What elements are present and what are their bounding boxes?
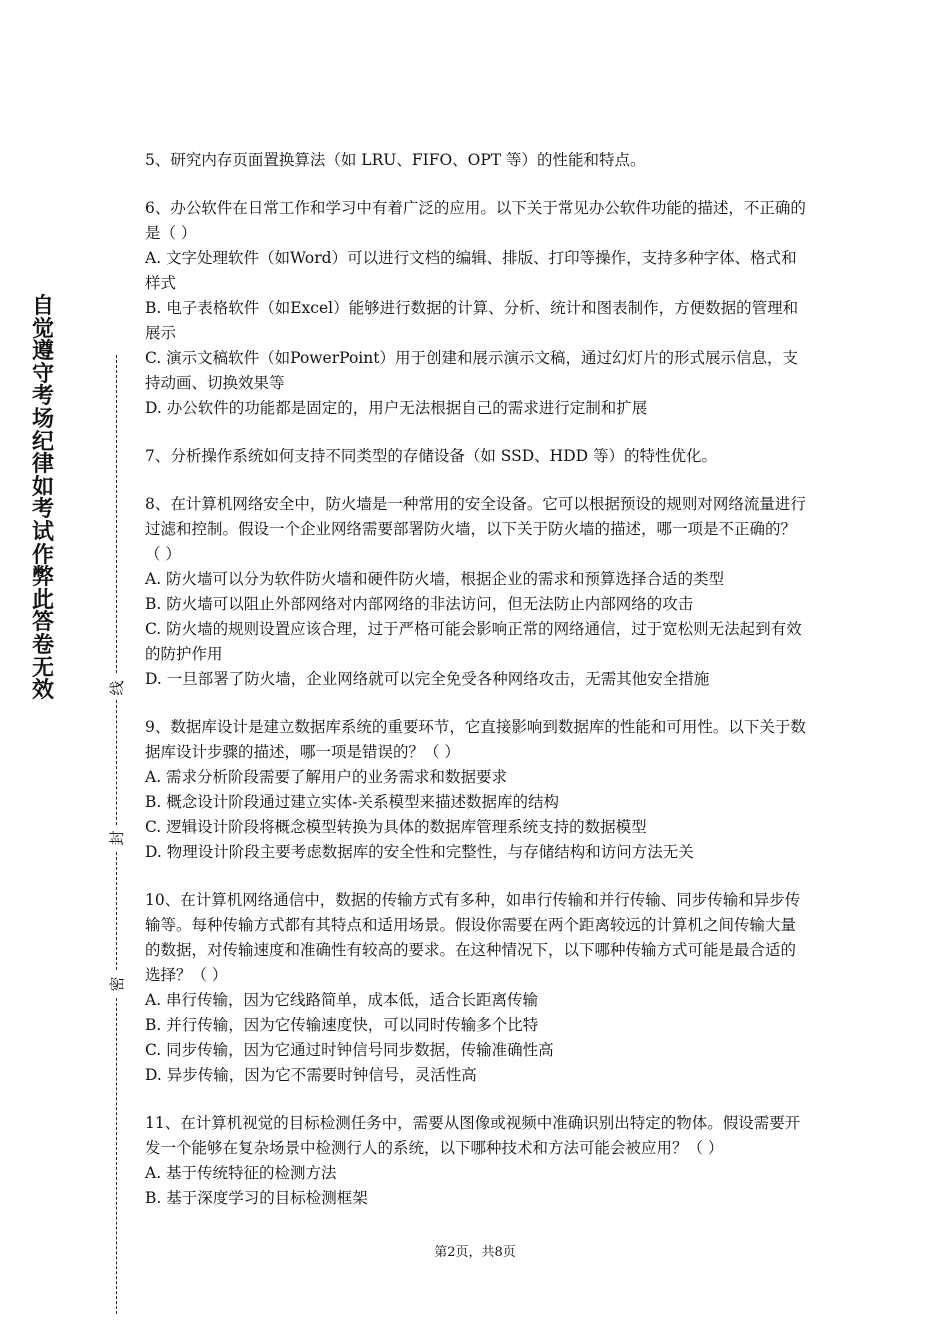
option-a: A. 文字处理软件（如Word）可以进行文档的编辑、排版、打印等操作，支持多种字体、格式和样式 <box>145 249 797 292</box>
option-c: C. 逻辑设计阶段将概念模型转换为具体的数据库管理系统支持的数据模型 <box>145 818 647 836</box>
option-b: B. 基于深度学习的目标检测框架 <box>145 1189 368 1207</box>
option-a: A. 串行传输，因为它线路简单，成本低，适合长距离传输 <box>145 991 539 1009</box>
option-d: D. 一旦部署了防火墙，企业网络就可以完全免受各种网络攻击，无需其他安全措施 <box>145 670 710 688</box>
option-c: C. 同步传输，因为它通过时钟信号同步数据，传输准确性高 <box>145 1041 554 1059</box>
page-number: 第2页，共8页 <box>434 1245 516 1260</box>
question-stem: 5、研究内存页面置换算法（如 LRU、FIFO、OPT 等）的性能和特点。 <box>145 151 646 169</box>
option-d: D. 异步传输，因为它不需要时钟信号，灵活性高 <box>145 1066 477 1084</box>
dash-segment <box>116 852 117 970</box>
exam-discipline-notice: 自觉遵守考场纪律如考试作弊此答卷无效 <box>31 294 54 704</box>
question-10 <box>145 888 810 1088</box>
question-6 <box>145 196 810 421</box>
option-d: D. 物理设计阶段主要考虑数据库的安全性和完整性，与存储结构和访问方法无关 <box>145 843 694 861</box>
question-8 <box>145 492 810 692</box>
question-stem: 8、在计算机网络安全中，防火墙是一种常用的安全设备。它可以根据预设的规则对网络流量进行过滤和控制。假设一个企业网络需要部署防火墙，以下关于防火墙的描述，哪一项是不正确的？（ ） <box>145 495 806 563</box>
binding-label-line: 线 <box>109 678 125 698</box>
option-c: C. 演示文稿软件（如PowerPoint）用于创建和展示演示文稿，通过幻灯片的形式展示信息，支持动画、切换效果等 <box>145 349 798 392</box>
option-b: B. 并行传输，因为它传输速度快，可以同时传输多个比特 <box>145 1016 539 1034</box>
option-b: B. 概念设计阶段通过建立实体-关系模型来描述数据库的结构 <box>145 793 559 811</box>
question-stem: 11、在计算机视觉的目标检测任务中，需要从图像或视频中准确识别出特定的物体。假设需要开发一个能够在复杂场景中检测行人的系统，以下哪种技术和方法可能会被应用？（ ） <box>145 1114 801 1157</box>
dash-segment <box>116 998 117 1314</box>
question-stem: 7、分析操作系统如何支持不同类型的存储设备（如 SSD、HDD 等）的特性优化。 <box>145 447 717 465</box>
question-11 <box>145 1111 810 1211</box>
question-9 <box>145 715 810 865</box>
option-b: B. 电子表格软件（如Excel）能够进行数据的计算、分析、统计和图表制作，方便数据的管理和展示 <box>145 299 799 342</box>
dash-segment <box>116 700 117 825</box>
option-a: A. 需求分析阶段需要了解用户的业务需求和数据要求 <box>145 768 508 786</box>
question-5 <box>145 148 810 173</box>
option-a: A. 基于传统特征的检测方法 <box>145 1164 337 1182</box>
option-c: C. 防火墙的规则设置应该合理，过于严格可能会影响正常的网络通信，过于宽松则无法起到有效的防护作用 <box>145 620 802 663</box>
option-a: A. 防火墙可以分为软件防火墙和硬件防火墙，根据企业的需求和预算选择合适的类型 <box>145 570 725 588</box>
option-d: D. 办公软件的功能都是固定的，用户无法根据自己的需求进行定制和扩展 <box>145 399 648 417</box>
question-stem: 10、在计算机网络通信中，数据的传输方式有多种，如串行传输和并行传输、同步传输和异步传输等。每种传输方式都有其特点和适用场景。假设你需要在两个距离较远的计算机之间传输大量的数据，对传输速度和准确性有较高的要求。在这种情况下，以下哪种传输方式可能是最合适的选择？（ ） <box>145 891 801 984</box>
question-stem: 9、数据库设计是建立数据库系统的重要环节，它直接影响到数据库的性能和可用性。以下关于数据库设计步骤的描述，哪一项是错误的？（ ） <box>145 718 806 761</box>
option-b: B. 防火墙可以阻止外部网络对内部网络的非法访问，但无法防止内部网络的攻击 <box>145 595 694 613</box>
dash-segment <box>116 355 117 673</box>
question-7 <box>145 444 810 469</box>
question-list <box>145 148 810 1234</box>
question-stem: 6、办公软件在日常工作和学习中有着广泛的应用。以下关于常见办公软件功能的描述，不正确的是（ ） <box>145 199 806 242</box>
binding-label-seal: 封 <box>109 828 125 848</box>
binding-label-secret: 密 <box>109 974 125 994</box>
